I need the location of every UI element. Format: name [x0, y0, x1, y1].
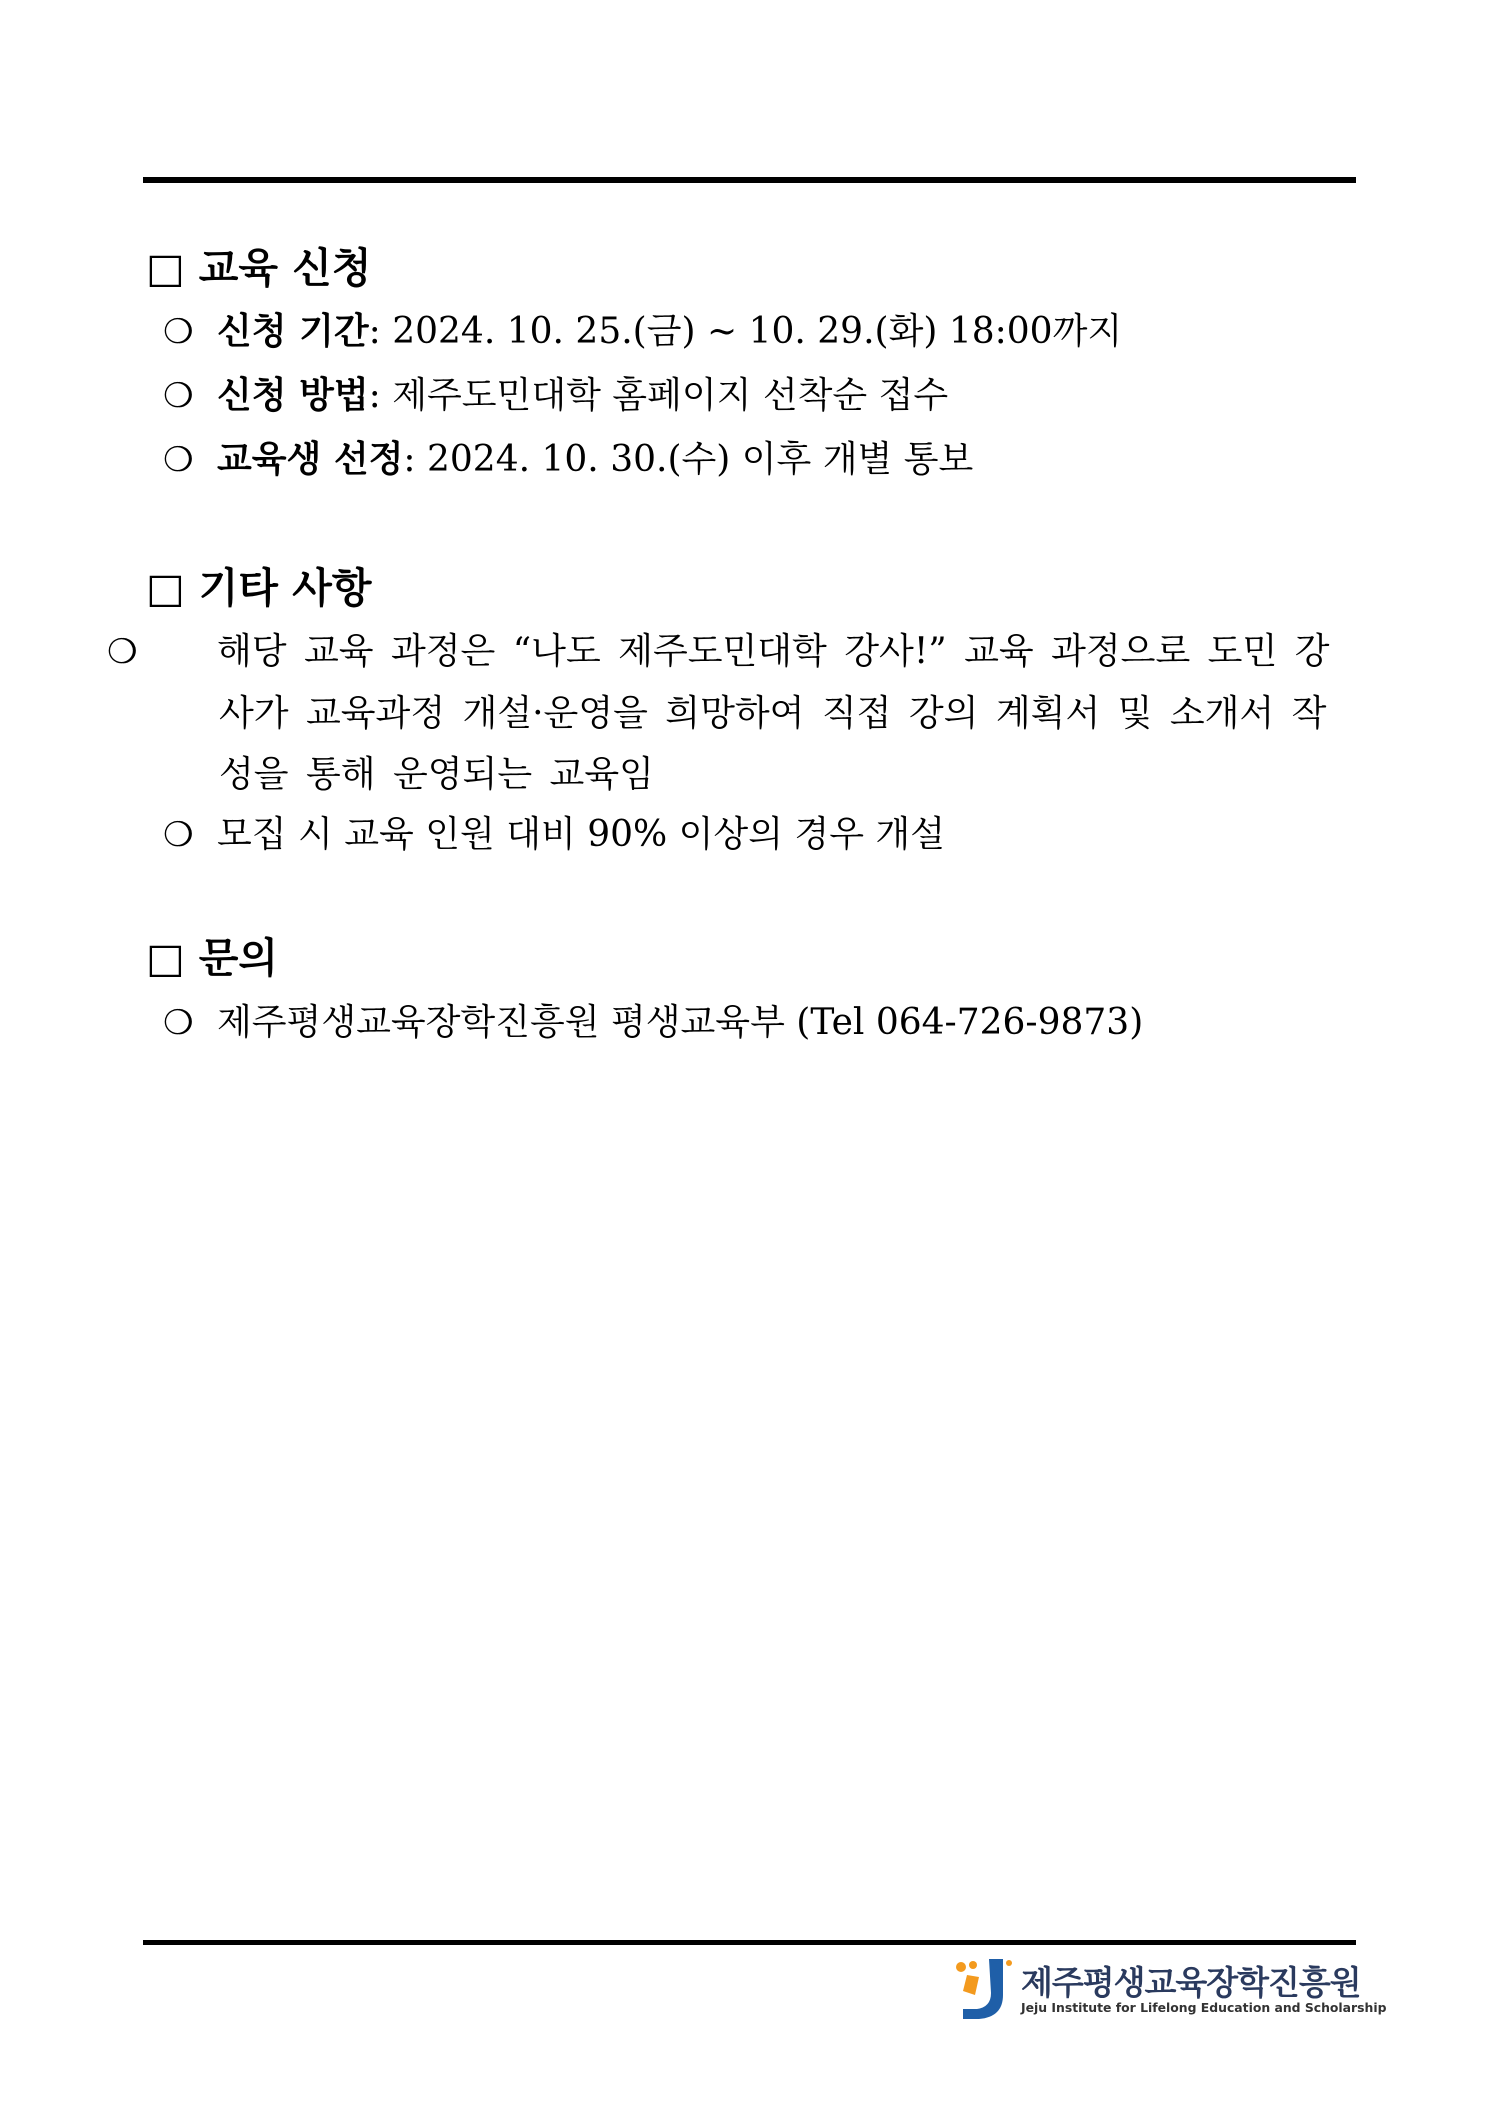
- list-item-opening-condition: [163, 804, 1358, 866]
- item-text: 제주평생교육장학진흥원 평생교육부 (Tel 064-726-9873): [217, 1002, 1144, 1043]
- org-name-english: Jeju Institute for Lifelong Education and Scholarship: [1021, 2000, 1387, 2015]
- section-title-other: [146, 563, 371, 613]
- section-title-application: [146, 243, 371, 293]
- org-name: 제주평생교육장학진흥원: [1021, 1963, 1361, 2002]
- institute-logo-icon: [949, 1955, 1013, 2023]
- bullet-icon: ❍: [163, 1003, 194, 1043]
- bullet-icon: ❍: [163, 440, 194, 480]
- list-item-contact: [163, 992, 1358, 1054]
- top-rule: [143, 177, 1356, 183]
- list-item-course-description: [107, 621, 1359, 805]
- item-text: : 2024. 10. 25.(금) ~ 10. 29.(화) 18:00까지: [368, 311, 1123, 352]
- item-text: 해당 교육 과정은 “나도 제주도민대학 강사!” 교육 과정으로 도민 강사가 교육과정 개설·운영을 희망하여 직접 강의 계획서 및 소개서 작성을 통해 운영되는 교육임: [217, 631, 1330, 795]
- section-title-text: 문의: [198, 934, 278, 982]
- item-label: 교육생 선정: [217, 439, 404, 480]
- item-label: 신청 방법: [217, 375, 369, 416]
- list-item-application-method: [163, 365, 1358, 427]
- item-text: : 제주도민대학 홈페이지 선착순 접수: [368, 375, 949, 416]
- list-item-application-period: [163, 301, 1358, 363]
- section-title-text: 교육 신청: [198, 244, 372, 292]
- section-title-text: 기타 사항: [198, 564, 372, 612]
- bullet-icon: ❍: [107, 632, 138, 672]
- bullet-icon: ❍: [163, 815, 194, 855]
- bottom-rule: [143, 1940, 1356, 1945]
- section-marker: □: [146, 934, 185, 982]
- section-marker: □: [146, 244, 185, 292]
- bullet-icon: ❍: [163, 312, 194, 352]
- footer-logo: [949, 1955, 1387, 2025]
- item-label: 신청 기간: [217, 311, 369, 352]
- section-marker: □: [146, 564, 185, 612]
- item-text: 모집 시 교육 인원 대비 90% 이상의 경우 개설: [217, 814, 945, 855]
- bullet-icon: ❍: [163, 376, 194, 416]
- section-title-inquiry: [146, 933, 278, 983]
- list-item-selection: [163, 429, 1358, 491]
- item-text: : 2024. 10. 30.(수) 이후 개별 통보: [403, 439, 974, 480]
